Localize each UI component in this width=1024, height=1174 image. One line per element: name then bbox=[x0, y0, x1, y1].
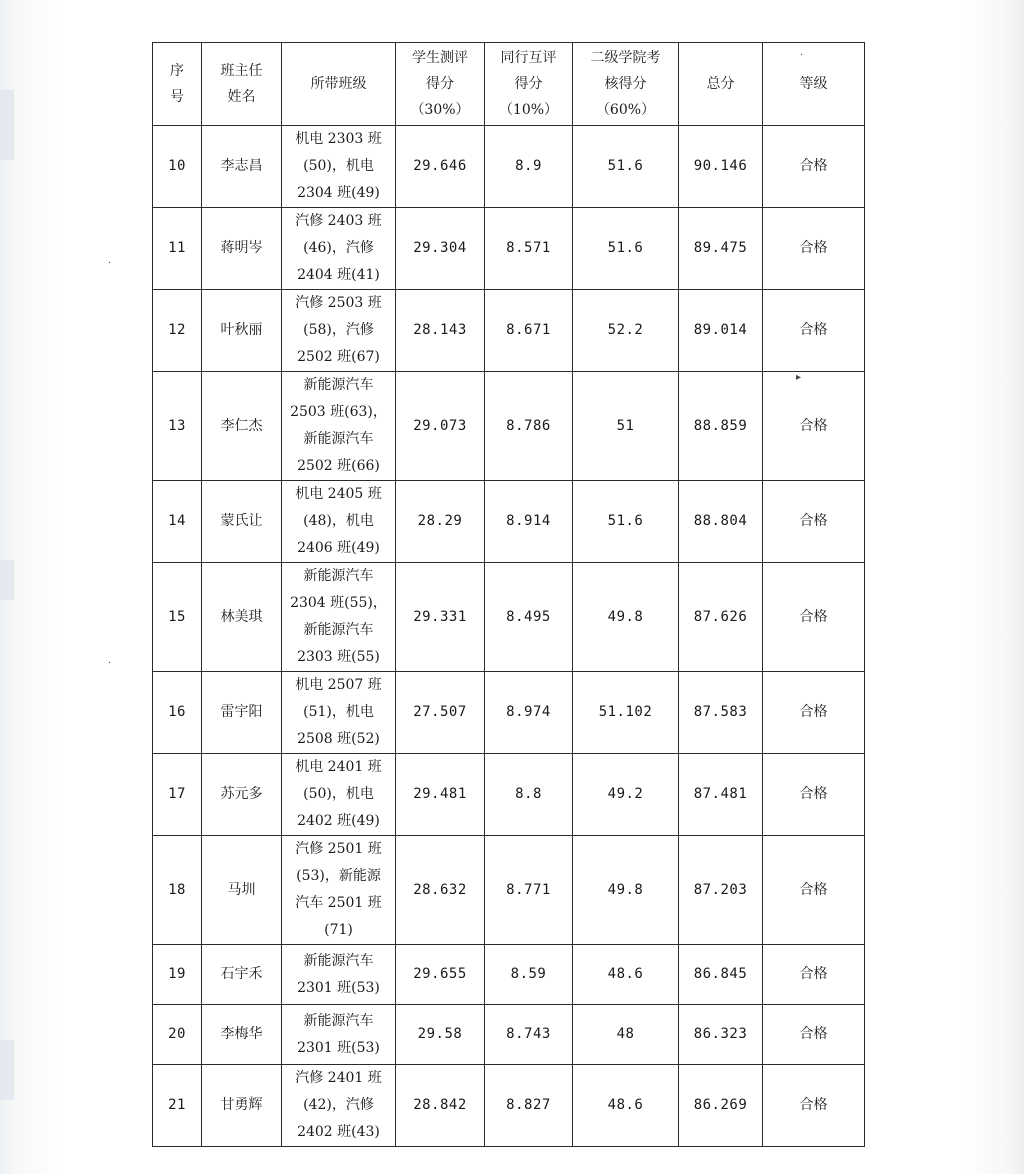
teacher-name: 雷宇阳 bbox=[202, 672, 282, 754]
class-list: 汽修 2501 班 (53)，新能源 汽车 2501 班 (71) bbox=[282, 836, 396, 945]
peer-eval-score: 8.914 bbox=[485, 481, 573, 563]
header-peer-eval: 同行互评 得分 （10%） bbox=[485, 43, 573, 126]
college-eval-score: 52.2 bbox=[573, 290, 679, 372]
table-row bbox=[153, 563, 865, 672]
table-row bbox=[153, 1065, 865, 1147]
grade: 合格 bbox=[763, 836, 865, 945]
student-eval-score: 28.143 bbox=[396, 290, 485, 372]
total-score: 87.203 bbox=[679, 836, 763, 945]
table-row bbox=[153, 836, 865, 945]
teacher-name: 李梅华 bbox=[202, 1005, 282, 1065]
student-eval-score: 28.632 bbox=[396, 836, 485, 945]
grade: 合格 bbox=[763, 126, 865, 208]
grade: 合格 bbox=[763, 372, 865, 481]
table-row bbox=[153, 372, 865, 481]
peer-eval-score: 8.8 bbox=[485, 754, 573, 836]
total-score: 89.475 bbox=[679, 208, 763, 290]
row-no: 17 bbox=[153, 754, 202, 836]
table-row bbox=[153, 1005, 865, 1065]
class-list: 新能源汽车 2503 班(63)， 新能源汽车 2502 班(66) bbox=[282, 372, 396, 481]
peer-eval-score: 8.59 bbox=[485, 945, 573, 1005]
student-eval-score: 29.304 bbox=[396, 208, 485, 290]
scan-speck: · bbox=[108, 258, 112, 269]
table-row bbox=[153, 754, 865, 836]
header-teacher: 班主任 姓名 bbox=[202, 43, 282, 126]
college-eval-score: 51.6 bbox=[573, 481, 679, 563]
grade: 合格 bbox=[763, 754, 865, 836]
college-eval-score: 49.8 bbox=[573, 836, 679, 945]
row-no: 12 bbox=[153, 290, 202, 372]
teacher-name: 叶秋丽 bbox=[202, 290, 282, 372]
college-eval-score: 51.6 bbox=[573, 126, 679, 208]
college-eval-score: 48.6 bbox=[573, 1065, 679, 1147]
peer-eval-score: 8.827 bbox=[485, 1065, 573, 1147]
header-no: 序 号 bbox=[153, 43, 202, 126]
student-eval-score: 29.646 bbox=[396, 126, 485, 208]
student-eval-score: 29.331 bbox=[396, 563, 485, 672]
row-no: 14 bbox=[153, 481, 202, 563]
total-score: 87.583 bbox=[679, 672, 763, 754]
grade: 合格 bbox=[763, 672, 865, 754]
scan-speck: ▸ bbox=[796, 372, 802, 383]
peer-eval-score: 8.771 bbox=[485, 836, 573, 945]
grade: 合格 bbox=[763, 1065, 865, 1147]
total-score: 86.269 bbox=[679, 1065, 763, 1147]
teacher-name: 马圳 bbox=[202, 836, 282, 945]
assessment-table bbox=[152, 42, 865, 1147]
class-list: 机电 2401 班 (50)，机电 2402 班(49) bbox=[282, 754, 396, 836]
header-total: 总分 bbox=[679, 43, 763, 126]
header-student-eval: 学生测评 得分 （30%） bbox=[396, 43, 485, 126]
teacher-name: 蒋明岑 bbox=[202, 208, 282, 290]
student-eval-score: 28.29 bbox=[396, 481, 485, 563]
row-no: 15 bbox=[153, 563, 202, 672]
peer-eval-score: 8.786 bbox=[485, 372, 573, 481]
college-eval-score: 48.6 bbox=[573, 945, 679, 1005]
college-eval-score: 49.8 bbox=[573, 563, 679, 672]
student-eval-score: 29.073 bbox=[396, 372, 485, 481]
class-list: 新能源汽车 2301 班(53) bbox=[282, 945, 396, 1005]
teacher-name: 林美琪 bbox=[202, 563, 282, 672]
total-score: 89.014 bbox=[679, 290, 763, 372]
scan-shadow bbox=[0, 90, 14, 160]
table-row bbox=[153, 672, 865, 754]
header-classes: 所带班级 bbox=[282, 43, 396, 126]
header-college-eval: 二级学院考 核得分 （60%） bbox=[573, 43, 679, 126]
peer-eval-score: 8.671 bbox=[485, 290, 573, 372]
peer-eval-score: 8.571 bbox=[485, 208, 573, 290]
scan-shadow bbox=[0, 560, 14, 600]
total-score: 88.859 bbox=[679, 372, 763, 481]
class-list: 新能源汽车 2301 班(53) bbox=[282, 1005, 396, 1065]
class-list: 机电 2303 班 (50)，机电 2304 班(49) bbox=[282, 126, 396, 208]
row-no: 10 bbox=[153, 126, 202, 208]
scan-speck: · bbox=[800, 50, 804, 61]
teacher-name: 苏元多 bbox=[202, 754, 282, 836]
teacher-name: 李志昌 bbox=[202, 126, 282, 208]
total-score: 87.626 bbox=[679, 563, 763, 672]
student-eval-score: 29.58 bbox=[396, 1005, 485, 1065]
table-row bbox=[153, 945, 865, 1005]
peer-eval-score: 8.974 bbox=[485, 672, 573, 754]
class-list: 新能源汽车 2304 班(55)， 新能源汽车 2303 班(55) bbox=[282, 563, 396, 672]
row-no: 19 bbox=[153, 945, 202, 1005]
teacher-name: 石宇禾 bbox=[202, 945, 282, 1005]
class-list: 汽修 2403 班 (46)，汽修 2404 班(41) bbox=[282, 208, 396, 290]
peer-eval-score: 8.9 bbox=[485, 126, 573, 208]
class-list: 汽修 2503 班 (58)，汽修 2502 班(67) bbox=[282, 290, 396, 372]
total-score: 90.146 bbox=[679, 126, 763, 208]
row-no: 13 bbox=[153, 372, 202, 481]
table-row bbox=[153, 481, 865, 563]
student-eval-score: 29.655 bbox=[396, 945, 485, 1005]
grade: 合格 bbox=[763, 563, 865, 672]
student-eval-score: 29.481 bbox=[396, 754, 485, 836]
header-grade: 等级 bbox=[763, 43, 865, 126]
grade: 合格 bbox=[763, 290, 865, 372]
grade: 合格 bbox=[763, 208, 865, 290]
row-no: 20 bbox=[153, 1005, 202, 1065]
total-score: 86.845 bbox=[679, 945, 763, 1005]
peer-eval-score: 8.743 bbox=[485, 1005, 573, 1065]
peer-eval-score: 8.495 bbox=[485, 563, 573, 672]
grade: 合格 bbox=[763, 1005, 865, 1065]
college-eval-score: 49.2 bbox=[573, 754, 679, 836]
total-score: 86.323 bbox=[679, 1005, 763, 1065]
header-row bbox=[153, 43, 865, 126]
student-eval-score: 28.842 bbox=[396, 1065, 485, 1147]
scan-speck: · bbox=[108, 658, 112, 669]
college-eval-score: 51 bbox=[573, 372, 679, 481]
total-score: 87.481 bbox=[679, 754, 763, 836]
row-no: 11 bbox=[153, 208, 202, 290]
row-no: 16 bbox=[153, 672, 202, 754]
class-list: 机电 2405 班 (48)，机电 2406 班(49) bbox=[282, 481, 396, 563]
table-row bbox=[153, 126, 865, 208]
student-eval-score: 27.507 bbox=[396, 672, 485, 754]
grade: 合格 bbox=[763, 481, 865, 563]
grade: 合格 bbox=[763, 945, 865, 1005]
scan-shadow bbox=[0, 1040, 14, 1100]
class-list: 机电 2507 班 (51)，机电 2508 班(52) bbox=[282, 672, 396, 754]
total-score: 88.804 bbox=[679, 481, 763, 563]
row-no: 21 bbox=[153, 1065, 202, 1147]
table-row bbox=[153, 290, 865, 372]
college-eval-score: 51.102 bbox=[573, 672, 679, 754]
college-eval-score: 48 bbox=[573, 1005, 679, 1065]
teacher-name: 李仁杰 bbox=[202, 372, 282, 481]
teacher-name: 甘勇辉 bbox=[202, 1065, 282, 1147]
row-no: 18 bbox=[153, 836, 202, 945]
college-eval-score: 51.6 bbox=[573, 208, 679, 290]
class-list: 汽修 2401 班 (42)，汽修 2402 班(43) bbox=[282, 1065, 396, 1147]
teacher-name: 蒙氏让 bbox=[202, 481, 282, 563]
table-row bbox=[153, 208, 865, 290]
